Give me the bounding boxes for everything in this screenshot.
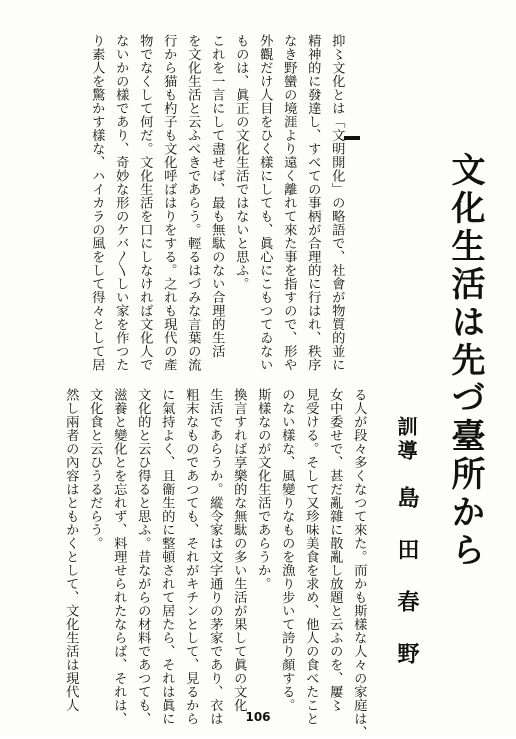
- body-column: に氣持よく、且衞生的に整頓されて居たら、それは眞に: [159, 388, 175, 726]
- body-column: 物でなくして何だ。文化生活を口にしなければ文化人で: [137, 34, 153, 372]
- body-column: 行から猫も杓子も文化呼ばはりをする。之れも現代の產: [161, 34, 177, 372]
- body-column: 換言すれば享樂的な無駄の多い生活が果して眞の文化: [231, 388, 247, 712]
- body-column: 文化食と云ひうるだらう。: [87, 388, 103, 550]
- author-name: 島田春野: [394, 486, 420, 694]
- body-column: なき野蠻の境涯より遠く離れて來た事を指すので、形や: [281, 34, 297, 372]
- body-column: 然し兩者の內容はともかくとして、文化生活は現代人: [63, 388, 79, 712]
- page-number: 106: [245, 710, 271, 724]
- body-column: り素人を驚かす樣な、ハイカラの風をして得々として居: [89, 34, 105, 372]
- body-column: を文化生活と云ふべきであらう。輕るはづみな言葉の流: [185, 34, 201, 372]
- body-column: 文化的と云ひ得ると思ふ。昔ながらの材料であつても、: [135, 388, 151, 726]
- body-column: これを一言にして盡せば、最も無駄のない合理的生活: [209, 34, 225, 358]
- body-column: 斯樣なのが文化生活であらうか。: [255, 388, 271, 591]
- body-column: 見受ける。そして又珍味美食を求め、他人の食べたこと: [303, 388, 319, 726]
- author-label: 訓導: [394, 416, 418, 464]
- body-column: ないかの樣であり、奇妙な形のケバ〳〵しい家を作つた: [113, 34, 129, 372]
- body-column: る人が段々多くなつて來た。而かも斯樣な人々の家庭は、: [351, 388, 367, 739]
- body-column: のない樣な、風變りなものを漁り步いて誇り顏する。: [279, 388, 295, 712]
- body-column: 粗末なものであつても、それがキチンとして、見るから: [183, 388, 199, 726]
- body-column: 生活であらうか。縱令家は文字通りの茅家であり、衣は: [207, 388, 223, 726]
- body-column: 精神的に發達し、すべての事柄が合理的に行はれ、秩序: [305, 34, 321, 372]
- body-column: 滋養と變化とを忘れず、料理せられたならば、それは、: [111, 388, 127, 726]
- article-title: 文化生活は先づ臺所から: [445, 152, 485, 570]
- body-column: 外觀だけ人目をひく樣にしても、眞心にこもつてゐない: [257, 34, 273, 372]
- body-column: 女中委せで、甚だ亂雜に散亂し放題と云ふのを、屢〻: [327, 388, 343, 712]
- section-marker: [344, 136, 360, 140]
- body-column: ものは、眞正の文化生活ではないと思ふ。: [233, 34, 249, 291]
- body-column: 抑〻文化とは「文明開化」の略語で、社會が物質的並に: [329, 34, 345, 372]
